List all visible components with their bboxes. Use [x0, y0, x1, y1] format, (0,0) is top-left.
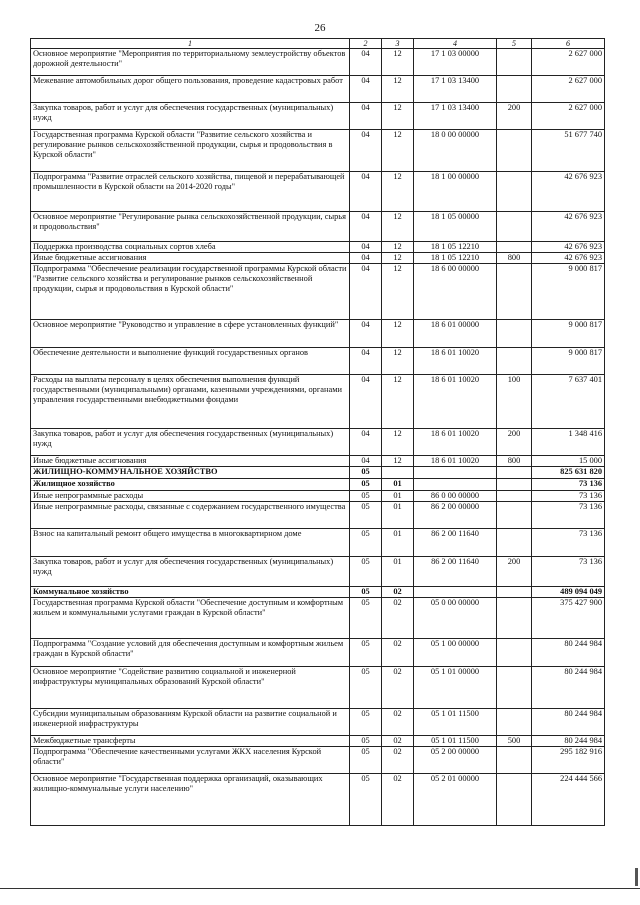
amount: 42 676 923: [532, 172, 605, 212]
expense-type-code: [497, 479, 532, 491]
expense-type-code: [497, 467, 532, 479]
section-code: 04: [350, 103, 382, 130]
page-number: 26: [314, 22, 326, 34]
table-row: [31, 320, 605, 348]
expense-type-code: 200: [497, 557, 532, 587]
row-name: Коммунальное хозяйство: [31, 587, 350, 598]
target-article-code: 18 6 01 10020: [414, 456, 497, 467]
table-row: [31, 491, 605, 502]
expense-type-code: 800: [497, 456, 532, 467]
row-name: Государственная программа Курской области "Развитие сельского хозяйства и регулирование рынков сельскохозяйственной продукции, сырья и продовольствия в Курской области": [31, 130, 350, 172]
table-row: [31, 253, 605, 264]
section-code: 04: [350, 172, 382, 212]
table-row: [31, 242, 605, 253]
row-name: Подпрограмма "Развитие отраслей сельского хозяйства, пищевой и перерабатывающей промышленности в Курской области на 2014-2020 годы": [31, 172, 350, 212]
expense-type-code: [497, 774, 532, 826]
subsection-code: 01: [382, 479, 414, 491]
bottom-rule: [0, 888, 640, 889]
target-article-code: 18 1 00 00000: [414, 172, 497, 212]
section-code: 05: [350, 774, 382, 826]
amount: 1 348 416: [532, 429, 605, 456]
column-number: 4: [414, 39, 497, 49]
target-article-code: 86 0 00 00000: [414, 491, 497, 502]
subsection-code: 02: [382, 736, 414, 747]
target-article-code: 17 1 03 13400: [414, 76, 497, 103]
expense-type-code: [497, 639, 532, 667]
table-row: [31, 639, 605, 667]
table-row: [31, 502, 605, 529]
subsection-code: 02: [382, 598, 414, 639]
section-code: 05: [350, 529, 382, 557]
amount: 80 244 984: [532, 639, 605, 667]
target-article-code: 18 1 05 12210: [414, 253, 497, 264]
section-code: 05: [350, 747, 382, 774]
target-article-code: 86 2 00 00000: [414, 502, 497, 529]
section-code: 04: [350, 212, 382, 242]
target-article-code: 18 1 05 12210: [414, 242, 497, 253]
section-code: 04: [350, 375, 382, 429]
row-name: Подпрограмма "Создание условий для обеспечения доступным и комфортным жильем граждан в Курской области": [31, 639, 350, 667]
table-row: [31, 598, 605, 639]
amount: 295 182 916: [532, 747, 605, 774]
section-code: 05: [350, 709, 382, 736]
target-article-code: 05 2 00 00000: [414, 747, 497, 774]
amount: 2 627 000: [532, 103, 605, 130]
table-row: [31, 348, 605, 375]
row-name: Закупка товаров, работ и услуг для обеспечения государственных (муниципальных) нужд: [31, 103, 350, 130]
expense-type-code: 800: [497, 253, 532, 264]
target-article-code: 05 1 01 11500: [414, 736, 497, 747]
row-name: Иные непрограммные расходы: [31, 491, 350, 502]
subsection-code: [382, 467, 414, 479]
subsection-code: 01: [382, 491, 414, 502]
row-name: Субсидии муниципальным образованиям Курской области на развитие социальной и инженерной инфраструктуры: [31, 709, 350, 736]
expense-type-code: [497, 49, 532, 76]
target-article-code: 86 2 00 11640: [414, 557, 497, 587]
target-article-code: 17 1 03 00000: [414, 49, 497, 76]
expense-type-code: [497, 587, 532, 598]
subsection-code: 12: [382, 212, 414, 242]
target-article-code: 18 6 01 10020: [414, 429, 497, 456]
table-row: [31, 49, 605, 76]
budget-table: [30, 38, 605, 826]
amount: 375 427 900: [532, 598, 605, 639]
expense-type-code: 100: [497, 375, 532, 429]
row-name: Подпрограмма "Обеспечение качественными услугами ЖКХ населения Курской области": [31, 747, 350, 774]
target-article-code: [414, 467, 497, 479]
expense-type-code: [497, 172, 532, 212]
row-name: Основное мероприятие "Руководство и управление в сфере установленных функций": [31, 320, 350, 348]
expense-type-code: [497, 667, 532, 709]
section-code: 05: [350, 491, 382, 502]
row-name: Поддержка производства социальных сортов хлеба: [31, 242, 350, 253]
target-article-code: 05 1 01 00000: [414, 667, 497, 709]
section-code: 05: [350, 502, 382, 529]
row-name: Расходы на выплаты персоналу в целях обеспечения выполнения функций государственными (муниципальными) органами, казенными учреждениями, органами управления государственными внебюджетными фондами: [31, 375, 350, 429]
amount: 224 444 566: [532, 774, 605, 826]
row-name: ЖИЛИЩНО-КОММУНАЛЬНОЕ ХОЗЯЙСТВО: [31, 467, 350, 479]
table-row: [31, 76, 605, 103]
expense-type-code: [497, 320, 532, 348]
section-code: 04: [350, 253, 382, 264]
column-number: 2: [350, 39, 382, 49]
section-code: 04: [350, 130, 382, 172]
amount: 9 000 817: [532, 348, 605, 375]
expense-type-code: 500: [497, 736, 532, 747]
table-row: [31, 479, 605, 491]
target-article-code: 18 6 01 00000: [414, 320, 497, 348]
table-row: [31, 587, 605, 598]
amount: 80 244 984: [532, 709, 605, 736]
column-number: 6: [532, 39, 605, 49]
section-code: 04: [350, 49, 382, 76]
table-row: [31, 130, 605, 172]
expense-type-code: [497, 76, 532, 103]
subsection-code: 02: [382, 587, 414, 598]
row-name: Закупка товаров, работ и услуг для обеспечения государственных (муниципальных) нужд: [31, 429, 350, 456]
table-row: [31, 264, 605, 320]
subsection-code: 12: [382, 456, 414, 467]
amount: 2 627 000: [532, 49, 605, 76]
subsection-code: 02: [382, 667, 414, 709]
row-name: Основное мероприятие "Государственная поддержка организаций, оказывающих жилищно-коммунальные услуги населению": [31, 774, 350, 826]
subsection-code: 12: [382, 253, 414, 264]
row-name: Взнос на капитальный ремонт общего имущества в многоквартирном доме: [31, 529, 350, 557]
expense-type-code: [497, 348, 532, 375]
table-row: [31, 212, 605, 242]
amount: 489 094 049: [532, 587, 605, 598]
amount: 42 676 923: [532, 212, 605, 242]
row-name: Государственная программа Курской области "Обеспечение доступным и комфортным жильем и коммунальными услугами граждан в Курской области": [31, 598, 350, 639]
subsection-code: 12: [382, 103, 414, 130]
expense-type-code: [497, 747, 532, 774]
target-article-code: 05 0 00 00000: [414, 598, 497, 639]
table-row: [31, 172, 605, 212]
column-number: 5: [497, 39, 532, 49]
column-number: 3: [382, 39, 414, 49]
expense-type-code: [497, 598, 532, 639]
table-row: [31, 736, 605, 747]
target-article-code: 05 1 00 00000: [414, 639, 497, 667]
amount: 2 627 000: [532, 76, 605, 103]
subsection-code: 02: [382, 639, 414, 667]
section-code: 04: [350, 320, 382, 348]
target-article-code: 18 1 05 00000: [414, 212, 497, 242]
row-name: Основное мероприятие "Мероприятия по территориальному землеустройству объектов дорожной деятельности": [31, 49, 350, 76]
amount: 42 676 923: [532, 242, 605, 253]
target-article-code: 18 0 00 00000: [414, 130, 497, 172]
subsection-code: 01: [382, 529, 414, 557]
table-row: [31, 456, 605, 467]
expense-type-code: [497, 130, 532, 172]
target-article-code: 05 2 01 00000: [414, 774, 497, 826]
amount: 9 000 817: [532, 320, 605, 348]
row-name: Основное мероприятие "Содействие развитию социальной и инженерной инфраструктуры муниципальных образований Курской области": [31, 667, 350, 709]
section-code: 04: [350, 429, 382, 456]
amount: 825 631 820: [532, 467, 605, 479]
table-row: [31, 747, 605, 774]
amount: 9 000 817: [532, 264, 605, 320]
column-number-row: [31, 39, 605, 49]
target-article-code: 05 1 01 11500: [414, 709, 497, 736]
expense-type-code: 200: [497, 429, 532, 456]
row-name: Подпрограмма "Обеспечение реализации государственной программы Курской области "Развитие сельского хозяйства и регулирование рынков сельскохозяйственной продукции, сырья и продовольствия в Курской области": [31, 264, 350, 320]
subsection-code: 01: [382, 502, 414, 529]
section-code: 05: [350, 479, 382, 491]
subsection-code: 02: [382, 747, 414, 774]
column-number: 1: [31, 39, 350, 49]
target-article-code: [414, 479, 497, 491]
target-article-code: 18 6 01 10020: [414, 375, 497, 429]
expense-type-code: 200: [497, 103, 532, 130]
subsection-code: 12: [382, 320, 414, 348]
row-name: Основное мероприятие "Регулирование рынка сельскохозяйственной продукции, сырья и продовольствия": [31, 212, 350, 242]
amount: 73 136: [532, 502, 605, 529]
row-name: Межбюджетные трансферты: [31, 736, 350, 747]
amount: 73 136: [532, 529, 605, 557]
subsection-code: 12: [382, 429, 414, 456]
row-name: Иные бюджетные ассигнования: [31, 253, 350, 264]
amount: 42 676 923: [532, 253, 605, 264]
row-name: Иные непрограммные расходы, связанные с содержанием государственного имущества: [31, 502, 350, 529]
section-code: 04: [350, 264, 382, 320]
section-code: 04: [350, 76, 382, 103]
expense-type-code: [497, 491, 532, 502]
amount: 73 136: [532, 557, 605, 587]
amount: 80 244 984: [532, 736, 605, 747]
amount: 7 637 401: [532, 375, 605, 429]
section-code: 04: [350, 456, 382, 467]
amount: 73 136: [532, 479, 605, 491]
subsection-code: 12: [382, 172, 414, 212]
expense-type-code: [497, 709, 532, 736]
expense-type-code: [497, 529, 532, 557]
amount: 15 000: [532, 456, 605, 467]
section-code: 05: [350, 467, 382, 479]
section-code: 05: [350, 667, 382, 709]
subsection-code: 12: [382, 264, 414, 320]
target-article-code: 86 2 00 11640: [414, 529, 497, 557]
section-code: 05: [350, 598, 382, 639]
table-row: [31, 557, 605, 587]
subsection-code: 12: [382, 130, 414, 172]
table-row: [31, 467, 605, 479]
table-row: [31, 774, 605, 826]
expense-type-code: [497, 242, 532, 253]
subsection-code: 12: [382, 375, 414, 429]
subsection-code: 01: [382, 557, 414, 587]
subsection-code: 12: [382, 49, 414, 76]
table-row: [31, 529, 605, 557]
subsection-code: 12: [382, 76, 414, 103]
section-code: 05: [350, 557, 382, 587]
expense-type-code: [497, 264, 532, 320]
amount: 80 244 984: [532, 667, 605, 709]
target-article-code: [414, 587, 497, 598]
section-code: 05: [350, 587, 382, 598]
expense-type-code: [497, 502, 532, 529]
target-article-code: 18 6 00 00000: [414, 264, 497, 320]
row-name: Межевание автомобильных дорог общего пользования, проведение кадастровых работ: [31, 76, 350, 103]
subsection-code: 02: [382, 709, 414, 736]
subsection-code: 12: [382, 348, 414, 375]
expense-type-code: [497, 212, 532, 242]
section-code: 04: [350, 242, 382, 253]
target-article-code: 17 1 03 13400: [414, 103, 497, 130]
section-code: 05: [350, 736, 382, 747]
table-row: [31, 429, 605, 456]
section-code: 04: [350, 348, 382, 375]
row-name: Закупка товаров, работ и услуг для обеспечения государственных (муниципальных) нужд: [31, 557, 350, 587]
table-row: [31, 709, 605, 736]
table-row: [31, 667, 605, 709]
row-name: Жилищное хозяйство: [31, 479, 350, 491]
table-row: [31, 375, 605, 429]
target-article-code: 18 6 01 10020: [414, 348, 497, 375]
amount: 51 677 740: [532, 130, 605, 172]
table-row: [31, 103, 605, 130]
scan-edge-mark: [635, 868, 638, 886]
subsection-code: 12: [382, 242, 414, 253]
section-code: 05: [350, 639, 382, 667]
amount: 73 136: [532, 491, 605, 502]
row-name: Иные бюджетные ассигнования: [31, 456, 350, 467]
row-name: Обеспечение деятельности и выполнение функций государственных органов: [31, 348, 350, 375]
subsection-code: 02: [382, 774, 414, 826]
